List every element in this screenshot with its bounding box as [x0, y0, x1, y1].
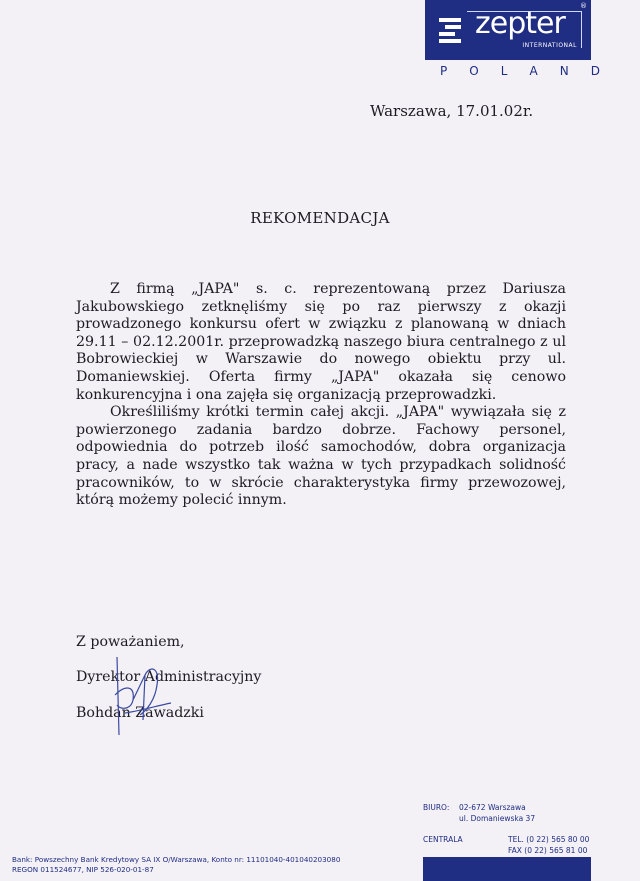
office-line-2: ul. Domaniewska 37	[459, 814, 536, 823]
fax-number: FAX (0 22) 565 81 00	[508, 846, 588, 855]
handwritten-signature-icon	[105, 655, 175, 740]
signer-role: Dyrektor Administracyjny	[76, 669, 262, 685]
zepter-logo	[425, 0, 591, 60]
phone-number: TEL. (0 22) 565 80 00	[508, 835, 590, 844]
logo-subtitle: INTERNATIONAL	[522, 42, 577, 49]
country-letter: O	[469, 64, 479, 78]
office-address	[423, 802, 535, 824]
office-label: BIURO:	[423, 803, 450, 812]
country-letter: P	[440, 64, 448, 78]
country-letter: L	[500, 64, 508, 78]
office-line-1: 02-672 Warszawa	[459, 803, 526, 812]
central-label: CENTRALA	[423, 835, 463, 844]
bank-line: Bank: Powszechny Bank Kredytowy SA IX O/Warszawa, Konto nr: 11101040-401040203080	[12, 855, 341, 864]
letter-body	[76, 281, 566, 510]
paragraph: Z firmą „JAPA" s. c. reprezentowaną przez Dariusza Jakubowskiego zetknęliśmy się po raz pierwszy z okazji prowadzonego konkursu ofert w związku z planowaną w dniach 29.11 – 02.12.2001r. przeprowadzką naszego biura centralnego z ul Bobrowieckiej w Warszawie do nowego obiektu przy ul. Domaniewskiej. Oferta firmy „JAPA" okazała się cenowo konkurencyjna i ona zajęła się organizacją przeprowadzki.	[76, 281, 566, 403]
bank-details	[12, 855, 340, 875]
letter-date: Warszawa, 17.01.02r.	[370, 102, 534, 120]
country-label	[440, 64, 600, 78]
country-letter: D	[590, 64, 600, 78]
country-letter: A	[529, 64, 538, 78]
registered-mark-icon: ®	[580, 2, 587, 10]
paragraph: Określiliśmy krótki termin całej akcji. „JAPA" wywiązała się z powierzonego zadania bardzo dobrze. Fachowy personel, odpowiednia do potrzeb ilość samochodów, dobra organizacja pracy, a nade wszystko tak ważna w tych przypadkach solidność pracowników, to w skrócie charakterystyka firmy przewozowej, którą możemy polecić innym.	[76, 404, 566, 509]
logo-wordmark: zepter	[475, 6, 565, 41]
country-letter: N	[559, 64, 569, 78]
document-title: REKOMENDACJA	[250, 209, 390, 227]
signer-name: Bohdan Zawadzki	[76, 705, 204, 721]
logo-stripes-icon	[439, 18, 461, 44]
closing-salutation: Z poważaniem,	[76, 634, 185, 650]
registry-line: REGON 011524677, NIP 526-020-01-87	[12, 865, 154, 874]
footer-brand-bar	[423, 857, 591, 881]
